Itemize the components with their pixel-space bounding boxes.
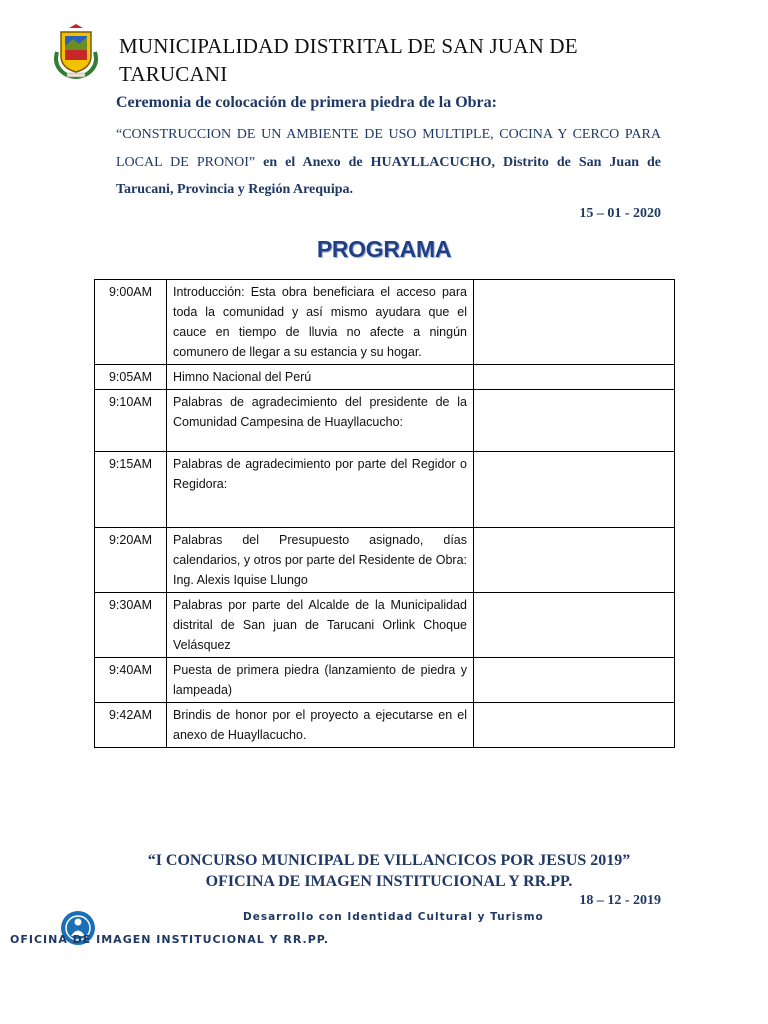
row-description: Palabras del Presupuesto asignado, días calendarios, y otros por parte del Residente de Obra: Ing. Alexis Iquise Llungo <box>167 528 474 593</box>
contest-title: “I CONCURSO MUNICIPAL DE VILLANCICOS POR JESUS 2019” <box>147 852 631 869</box>
row-empty-cell <box>474 280 675 365</box>
row-description: Puesta de primera piedra (lanzamiento de piedra y lampeada) <box>167 658 474 703</box>
row-time: 9:05AM <box>95 365 167 390</box>
municipality-title: MUNICIPALIDAD DISTRITAL DE SAN JUAN DE TARUCANI <box>119 34 578 86</box>
row-description: Palabras por parte del Alcalde de la Municipalidad distrital de San juan de Tarucani Orlink Choque Velásquez <box>167 593 474 658</box>
row-empty-cell <box>474 452 675 528</box>
office-label: OFICINA DE IMAGEN INSTITUCIONAL Y RR.PP. <box>10 933 330 946</box>
row-description: Himno Nacional del Perú <box>167 365 474 390</box>
project-location: en el Anexo de HUAYLLACUCHO, Distrito de San Juan de Tarucani, Provincia y Región Arequipa. <box>116 154 662 197</box>
office-title: OFICINA DE IMAGEN INSTITUCIONAL Y RR.PP. <box>205 873 573 890</box>
row-empty-cell <box>474 658 675 703</box>
row-empty-cell <box>474 390 675 452</box>
ceremony-date: 15 – 01 - 2020 <box>579 206 661 221</box>
row-description: Palabras de agradecimiento por parte del Regidor o Regidora: <box>167 452 474 528</box>
row-time: 9:00AM <box>95 280 167 365</box>
row-empty-cell <box>474 593 675 658</box>
contest-block <box>0 850 768 892</box>
row-empty-cell <box>474 703 675 748</box>
program-heading: PROGRAMA <box>316 236 452 262</box>
program-table <box>94 279 675 748</box>
row-description: Brindis de honor por el proyecto a ejecutarse en el anexo de Huayllacucho. <box>167 703 474 748</box>
table-row <box>95 703 675 748</box>
table-row <box>95 528 675 593</box>
row-time: 9:42AM <box>95 703 167 748</box>
row-time: 9:40AM <box>95 658 167 703</box>
row-time: 9:30AM <box>95 593 167 658</box>
row-description: Introducción: Esta obra beneficiara el acceso para toda la comunidad y así mismo ayudara que el cauce en tiempo de lluvia no afecte a ningún comunero de llegar a su estancia y su hogar. <box>167 280 474 365</box>
table-row <box>95 280 675 365</box>
municipal-crest-icon <box>51 22 101 80</box>
row-empty-cell <box>474 365 675 390</box>
table-row <box>95 365 675 390</box>
table-row <box>95 593 675 658</box>
row-time: 9:10AM <box>95 390 167 452</box>
project-quote: “CONSTRUCCION DE UN AMBIENTE DE USO MULTIPLE, COCINA Y CERCO PARA LOCAL DE PRONOI” <box>116 127 661 170</box>
row-empty-cell <box>474 528 675 593</box>
row-description: Palabras de agradecimiento del presidente de la Comunidad Campesina de Huayllacucho: <box>167 390 474 452</box>
ceremony-subtitle: Ceremonia de colocación de primera piedra de la Obra: <box>116 94 497 111</box>
row-time: 9:20AM <box>95 528 167 593</box>
footer-date: 18 – 12 - 2019 <box>579 893 661 908</box>
table-row <box>95 452 675 528</box>
table-row <box>95 390 675 452</box>
row-time: 9:15AM <box>95 452 167 528</box>
table-row <box>95 658 675 703</box>
motto-text: Desarrollo con Identidad Cultural y Turismo <box>243 911 544 923</box>
project-description <box>116 121 661 204</box>
